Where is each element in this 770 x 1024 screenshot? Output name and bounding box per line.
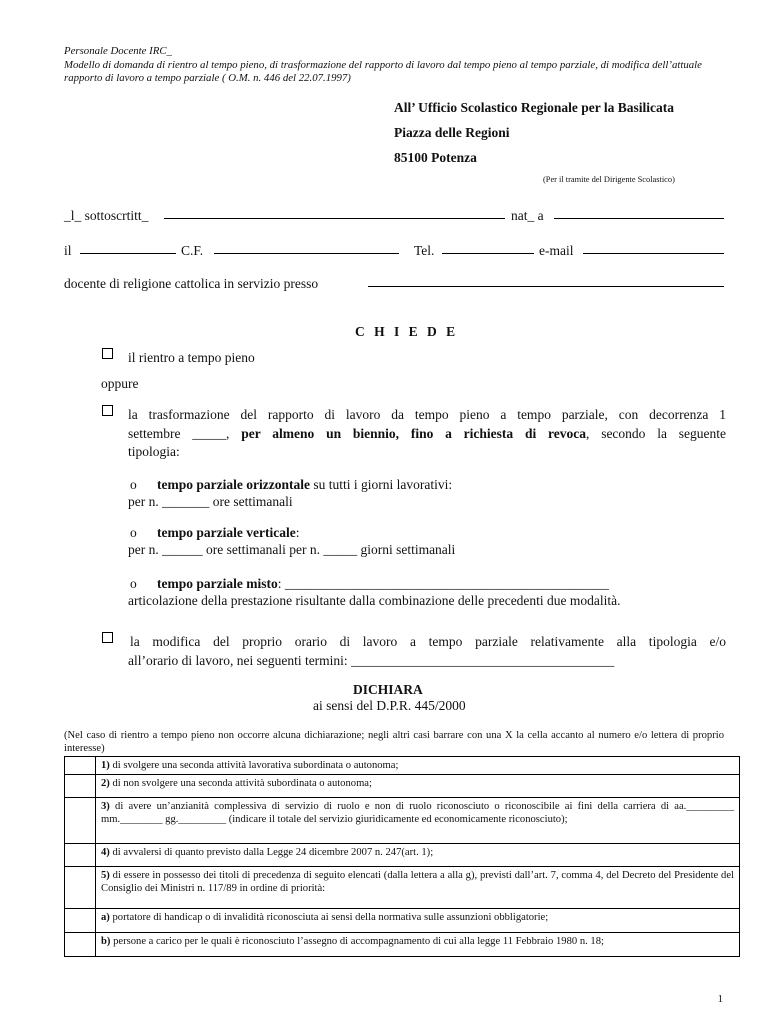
field-nato-label: nat_ a [511,208,544,223]
field-il-label: il [64,243,72,258]
dichiara-subtitle: ai sensi del D.P.R. 445/2000 [313,698,466,713]
option-part-time-checkbox[interactable] [102,405,113,416]
type-horizontal-desc: su tutti i giorni lavorativi: [309,477,453,492]
recipient-city: 85100 Potenza [394,150,477,165]
declaration-mark-cell[interactable] [65,757,96,775]
declaration-number: a) [101,912,110,923]
declaration-text: di essere in possesso dei titoli di precedenza di seguito elencati (dalla lettera a alla g), previsti dall’art. 7, comma 4, del Decreto del Presidente del Consiglio dei Ministri n. 117/89 in ordine di priorità: [101,870,734,894]
declaration-row [65,844,740,867]
option-modify-text-2: all’orario di lavoro, nei seguenti termini: _______________________________________ [128,653,615,668]
declaration-mark-cell[interactable] [65,775,96,798]
field-servizio-label: docente di religione cattolica in servizio presso [64,276,319,291]
page-number: 1 [717,993,723,1005]
declaration-number: 2) [101,778,110,789]
declaration-row [65,775,740,798]
declaration-row [65,757,740,775]
dichiara-title: DICHIARA [353,682,423,697]
declaration-text: persone a carico per le quali è riconosciuto l’assegno di accompagnamento di cui alla legge 11 Febbraio 1980 n. 18; [110,936,604,947]
type-vertical [157,524,299,541]
type-horizontal-hours: per n. _______ ore settimanali [128,494,293,509]
type-vertical-hours: per n. ______ ore settimanali per n. _____ giorni settimanali [128,542,456,557]
field-cf-blank[interactable] [214,243,399,254]
declaration-text-cell [96,775,740,798]
type-horizontal-title: tempo parziale orizzontale [157,477,310,492]
dichiara-note: (Nel caso di rientro a tempo pieno non occorre alcuna dichiarazione; negli altri casi barrare con una X la cella accanto al numero e/o lettera di proprio interesse) [64,730,724,754]
field-birthdate-blank[interactable] [80,243,176,254]
field-name-blank[interactable] [164,208,505,219]
type-vertical-desc: : [295,525,300,540]
decorrenza-text: settembre _____, [128,426,230,441]
declaration-text-cell [96,844,740,867]
option-modify-checkbox[interactable] [102,632,113,643]
type-mixed-articulation: articolazione della prestazione risultante dalla combinazione delle precedenti due modalità. [128,593,621,608]
type-horizontal [157,476,452,493]
oppure-label: oppure [101,376,139,391]
declaration-mark-cell[interactable] [65,844,96,867]
field-email-blank[interactable] [583,243,724,254]
biennio-text: per almeno un biennio, fino a richiesta di revoca [241,426,587,441]
field-tel-blank[interactable] [442,243,534,254]
declaration-text-cell [96,798,740,844]
header-form-description: Modello di domanda di rientro al tempo pieno, di trasformazione del rapporto di lavoro dal tempo pieno al tempo parziale, di modifica dell’attuale rapporto di lavoro a tempo parziale ( O.M. n. 446 del 22.07.1997) [64,58,702,84]
declaration-mark-cell[interactable] [65,798,96,844]
tipologia-intro-text: , secondo la seguente [586,426,727,441]
type-mixed-desc: : ________________________________________________ [277,576,609,591]
option-part-time-text-3: tipologia: [128,444,180,459]
recipient-office: All’ Ufficio Scolastico Regionale per la Basilicata [394,100,674,115]
declaration-number: 5) [101,870,110,881]
declaration-row [65,867,740,909]
option-full-time-checkbox[interactable] [102,348,113,359]
declaration-text-cell [96,933,740,957]
declaration-number: 3) [101,801,110,812]
field-email-label: e-mail [539,243,574,258]
type-mixed-title: tempo parziale misto [157,576,278,591]
declaration-text-cell [96,757,740,775]
field-cf-label: C.F. [181,243,204,258]
declaration-number: 4) [101,847,110,858]
declaration-row [65,909,740,933]
declaration-text: di non svolgere una seconda attività subordinata o autonoma; [109,778,372,789]
bullet-3[interactable]: o [130,576,137,591]
bullet-1[interactable]: o [130,477,137,492]
declaration-text: di avere un’anzianità complessiva di servizio di ruolo e non di ruolo riconosciuto o riconoscibile ai fini della carriera di aa._________ mm.________ gg._________ (indicare il totale del servizio giuridicamente ed economicamente riconosciuto); [101,801,734,825]
field-tel-label: Tel. [414,243,435,258]
option-full-time-label: il rientro a tempo pieno [128,350,255,365]
option-part-time-text-1: la trasformazione del rapporto di lavoro da tempo pieno a tempo parziale, con decorrenza 1 [128,407,726,422]
declaration-row [65,798,740,844]
declaration-mark-cell[interactable] [65,867,96,909]
declaration-text: di svolgere una seconda attività lavorativa subordinata o autonoma; [109,760,399,771]
declaration-text: portatore di handicap o di invalidità riconosciuta ai sensi della normativa sulle assunzioni obbligatorie; [109,912,549,923]
declaration-text-cell [96,909,740,933]
header-staff-type: Personale Docente IRC_ [64,45,172,57]
declaration-mark-cell[interactable] [65,933,96,957]
declaration-text: di avvalersi di quanto previsto dalla Legge 24 dicembre 2007 n. 247(art. 1); [109,847,434,858]
declaration-number: b) [101,936,111,947]
recipient-address: Piazza delle Regioni [394,125,510,140]
declaration-mark-cell[interactable] [65,909,96,933]
field-birthplace-blank[interactable] [554,208,724,219]
declaration-table [64,756,740,957]
recipient-note: (Per il tramite del Dirigente Scolastico) [543,175,675,184]
bullet-2[interactable]: o [130,525,137,540]
declaration-text-cell [96,867,740,909]
type-vertical-title: tempo parziale verticale [157,525,296,540]
declaration-row [65,933,740,957]
declaration-number: 1) [101,760,110,771]
type-mixed [157,575,609,592]
option-modify-text-1: la modifica del proprio orario di lavoro a tempo parziale relativamente alla tipologia e/o [130,634,726,649]
chiede-title: C H I E D E [355,324,459,339]
field-school-blank[interactable] [368,276,724,287]
option-part-time-text-2 [128,425,726,442]
field-sottoscritto-label: _l_ sottoscrtitt_ [64,208,149,223]
document-header [64,45,724,86]
